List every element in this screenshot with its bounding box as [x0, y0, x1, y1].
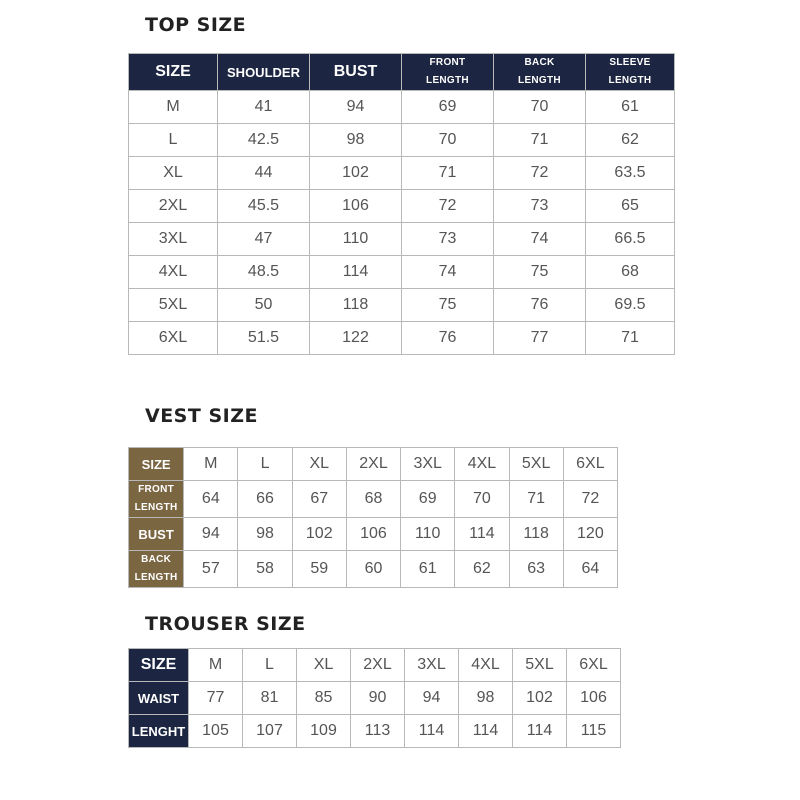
table-cell: 70	[455, 481, 509, 518]
table-cell: 106	[346, 518, 400, 551]
table-cell: 64	[184, 481, 238, 518]
table-cell: 58	[238, 551, 292, 588]
table-cell: 64	[563, 551, 617, 588]
table-cell: 69	[402, 91, 494, 124]
table-cell: 102	[513, 682, 567, 715]
table-cell: 85	[297, 682, 351, 715]
trouser-size-title: TROUSER SIZE	[145, 613, 306, 635]
vest-size-table	[128, 447, 618, 588]
top-size-row	[129, 157, 675, 190]
top-size-row	[129, 190, 675, 223]
table-cell: 77	[494, 322, 586, 355]
table-cell: 74	[494, 223, 586, 256]
table-cell: 90	[351, 682, 405, 715]
table-cell: 70	[402, 124, 494, 157]
table-cell: 75	[402, 289, 494, 322]
top-header-sleeve-length: SLEEVE LENGTH	[586, 54, 675, 91]
table-cell: L	[129, 124, 218, 157]
table-cell: 98	[310, 124, 402, 157]
table-cell: 110	[310, 223, 402, 256]
table-cell: 120	[563, 518, 617, 551]
table-cell: 106	[567, 682, 621, 715]
table-cell: 94	[405, 682, 459, 715]
table-cell: 51.5	[218, 322, 310, 355]
table-cell: 94	[310, 91, 402, 124]
top-size-row	[129, 256, 675, 289]
trouser-size-table	[128, 648, 621, 748]
table-cell: 94	[184, 518, 238, 551]
table-cell: 5XL	[513, 649, 567, 682]
top-size-title: TOP SIZE	[145, 14, 247, 36]
vest-row-label	[129, 448, 184, 481]
table-cell: 122	[310, 322, 402, 355]
table-cell: 3XL	[405, 649, 459, 682]
trouser-size-row	[129, 715, 621, 748]
table-cell: 61	[586, 91, 675, 124]
table-cell: 68	[586, 256, 675, 289]
table-cell: 76	[402, 322, 494, 355]
table-cell: 4XL	[129, 256, 218, 289]
table-cell: M	[129, 91, 218, 124]
table-cell: 42.5	[218, 124, 310, 157]
vest-row-label-line1: BACK	[141, 554, 172, 565]
table-cell: 114	[455, 518, 509, 551]
table-cell: 105	[189, 715, 243, 748]
table-cell: 5XL	[129, 289, 218, 322]
table-cell: 48.5	[218, 256, 310, 289]
table-cell: 106	[310, 190, 402, 223]
top-header-front-length: FRONT LENGTH	[402, 54, 494, 91]
table-cell: 69	[401, 481, 455, 518]
table-cell: 71	[402, 157, 494, 190]
table-cell: 6XL	[563, 448, 617, 481]
table-cell: 102	[292, 518, 346, 551]
table-cell: 74	[402, 256, 494, 289]
table-cell: 62	[455, 551, 509, 588]
table-cell: 60	[346, 551, 400, 588]
table-cell: 2XL	[351, 649, 405, 682]
table-cell: 63.5	[586, 157, 675, 190]
table-cell: 73	[402, 223, 494, 256]
vest-size-row	[129, 551, 618, 588]
table-cell: XL	[297, 649, 351, 682]
table-cell: 66.5	[586, 223, 675, 256]
trouser-size-row	[129, 682, 621, 715]
vest-row-label-line2: LENGTH	[134, 502, 178, 513]
top-header-size: SIZE	[129, 54, 218, 91]
table-cell: M	[184, 448, 238, 481]
table-cell: 57	[184, 551, 238, 588]
trouser-size-row	[129, 649, 621, 682]
table-cell: 41	[218, 91, 310, 124]
table-cell: 69.5	[586, 289, 675, 322]
table-cell: 5XL	[509, 448, 563, 481]
top-size-header-row	[129, 54, 675, 91]
vest-row-label	[129, 518, 184, 551]
top-size-row	[129, 322, 675, 355]
table-cell: 4XL	[455, 448, 509, 481]
top-size-row	[129, 289, 675, 322]
table-cell: 113	[351, 715, 405, 748]
table-cell: 2XL	[129, 190, 218, 223]
table-cell: 44	[218, 157, 310, 190]
trouser-row-label: LENGHT	[129, 715, 189, 748]
table-cell: 61	[401, 551, 455, 588]
table-cell: 118	[509, 518, 563, 551]
table-cell: 114	[405, 715, 459, 748]
table-cell: 6XL	[129, 322, 218, 355]
table-cell: 63	[509, 551, 563, 588]
vest-row-label-line1: FRONT	[138, 484, 175, 495]
table-cell: 77	[189, 682, 243, 715]
table-cell: 70	[494, 91, 586, 124]
table-cell: 3XL	[401, 448, 455, 481]
table-cell: 114	[513, 715, 567, 748]
top-size-row	[129, 124, 675, 157]
table-cell: 110	[401, 518, 455, 551]
table-cell: 47	[218, 223, 310, 256]
table-cell: L	[238, 448, 292, 481]
vest-size-row	[129, 481, 618, 518]
trouser-row-label: SIZE	[129, 649, 189, 682]
top-header-shoulder: SHOULDER	[218, 54, 310, 91]
table-cell: 76	[494, 289, 586, 322]
table-cell: 107	[243, 715, 297, 748]
table-cell: 114	[459, 715, 513, 748]
vest-row-label-line2: LENGTH	[134, 572, 178, 583]
table-cell: XL	[292, 448, 346, 481]
table-cell: M	[189, 649, 243, 682]
table-cell: 2XL	[346, 448, 400, 481]
trouser-row-label: WAIST	[129, 682, 189, 715]
table-cell: 59	[292, 551, 346, 588]
vest-size-title: VEST SIZE	[145, 405, 258, 427]
top-size-row	[129, 223, 675, 256]
vest-size-row	[129, 518, 618, 551]
top-header-bust: BUST	[310, 54, 402, 91]
vest-size-body	[129, 448, 618, 588]
vest-row-label-line1: SIZE	[141, 456, 171, 472]
table-cell: 72	[563, 481, 617, 518]
vest-row-label	[129, 481, 184, 518]
vest-row-label-line1: BUST	[138, 526, 174, 542]
table-cell: 66	[238, 481, 292, 518]
top-size-table	[128, 53, 675, 355]
vest-size-row	[129, 448, 618, 481]
top-size-body	[129, 91, 675, 355]
table-cell: 75	[494, 256, 586, 289]
table-cell: 115	[567, 715, 621, 748]
table-cell: 118	[310, 289, 402, 322]
table-cell: L	[243, 649, 297, 682]
vest-row-label	[129, 551, 184, 588]
table-cell: 3XL	[129, 223, 218, 256]
table-cell: 102	[310, 157, 402, 190]
table-cell: 114	[310, 256, 402, 289]
table-cell: 65	[586, 190, 675, 223]
table-cell: 4XL	[459, 649, 513, 682]
table-cell: 109	[297, 715, 351, 748]
table-cell: 72	[494, 157, 586, 190]
table-cell: 50	[218, 289, 310, 322]
table-cell: 98	[238, 518, 292, 551]
table-cell: 73	[494, 190, 586, 223]
table-cell: 72	[402, 190, 494, 223]
top-size-row	[129, 91, 675, 124]
table-cell: 67	[292, 481, 346, 518]
table-cell: 71	[586, 322, 675, 355]
table-cell: 45.5	[218, 190, 310, 223]
table-cell: 71	[494, 124, 586, 157]
table-cell: 62	[586, 124, 675, 157]
table-cell: 81	[243, 682, 297, 715]
table-cell: XL	[129, 157, 218, 190]
table-cell: 68	[346, 481, 400, 518]
table-cell: 71	[509, 481, 563, 518]
top-header-back-length: BACK LENGTH	[494, 54, 586, 91]
trouser-size-body	[129, 649, 621, 748]
table-cell: 98	[459, 682, 513, 715]
table-cell: 6XL	[567, 649, 621, 682]
